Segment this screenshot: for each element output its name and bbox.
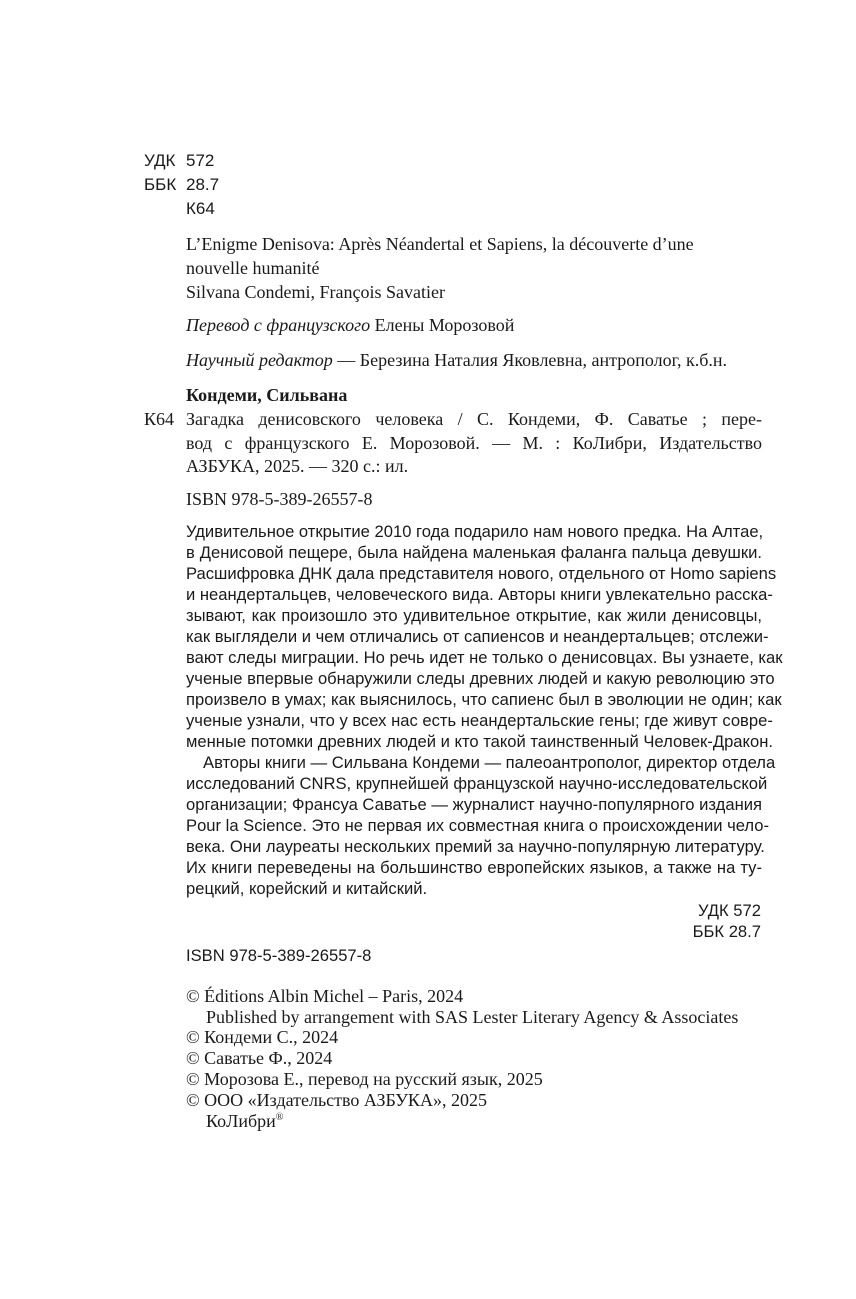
udk-value: 572 <box>186 151 215 170</box>
science-editor-label: Научный редактор <box>186 350 333 370</box>
entry-line: Загадка денисовского человека / С. Кондеми, Ф. Саватье ; пере- <box>186 409 762 429</box>
translation-label: Перевод с французского <box>186 315 371 335</box>
annotation-line: Авторы книги — Сильвана Кондеми — палеоантрополог, директор отдела <box>203 753 776 772</box>
copyright-line: © Éditions Albin Michel – Paris, 2024 <box>186 986 464 1006</box>
annotation-line: ученые впервые обнаружили следы древних людей и какую революцию это <box>186 669 775 688</box>
entry-line: вод с французского Е. Морозовой. — М. : КоЛибри, Издательство <box>186 433 762 453</box>
registered-mark: ® <box>275 1112 284 1123</box>
author-mark: К64 <box>186 199 215 218</box>
annotation-line: Pour la Science. Это не первая их совместная книга о происхождении чело- <box>186 816 770 835</box>
copyright-line: © Саватье Ф., 2024 <box>186 1048 333 1068</box>
annotation-line: как выглядели и чем отличались от сапиенсов и неандертальцев; отслежи- <box>186 627 769 646</box>
copyright-line: © ООО «Издательство АЗБУКА», 2025 <box>186 1090 487 1110</box>
annotation-line: исследований CNRS, крупнейшей французской научно-исследовательской <box>186 774 768 793</box>
udk-label: УДК <box>144 151 176 170</box>
copyright-line: Published by arrangement with SAS Lester Literary Agency & Associates <box>206 1007 739 1027</box>
translator-name: Елены Морозовой <box>370 315 515 335</box>
annotation-line: Удивительное открытие 2010 года подарило нам нового предка. На Алтае, <box>186 522 764 541</box>
annotation-line: и неандертальцев, человеческого вида. Авторы книги увлекательно расска- <box>186 585 773 604</box>
bbk-label: ББК <box>144 175 177 194</box>
original-title-line-1: L’Enigme Denisova: Après Néandertal et Sapiens, la découverte d’une <box>186 234 694 254</box>
entry-mark: К64 <box>144 409 175 429</box>
original-authors: Silvana Condemi, François Savatier <box>186 282 445 302</box>
bottom-udk: УДК 572 <box>698 901 761 920</box>
science-editor-value: — Березина Наталия Яковлевна, антрополог, к.б.н. <box>332 350 728 370</box>
annotation-line: в Денисовой пещере, была найдена маленькая фаланга пальца девушки. <box>186 543 762 562</box>
annotation-line: ученые узнали, что у всех нас есть неандертальские гены; где живут совре- <box>186 711 773 730</box>
science-editor-line <box>186 351 727 369</box>
annotation-line: века. Они лауреаты нескольких премий за научно-популярную литературу. <box>186 837 765 856</box>
publisher-mark <box>206 1112 283 1130</box>
entry-heading: Кондеми, Сильвана <box>186 385 348 405</box>
bbk-value: 28.7 <box>186 175 220 194</box>
isbn-top: ISBN 978-5-389-26557-8 <box>186 489 373 509</box>
annotation-line: вают следы миграции. Но речь идет не только о денисовцах. Вы узнаете, как <box>186 648 783 667</box>
publisher-mark-text: КоЛибри <box>206 1111 276 1131</box>
entry-line: АЗБУКА, 2025. — 320 с.: ил. <box>186 456 409 476</box>
original-title-line-2: nouvelle humanité <box>186 258 320 278</box>
annotation-line: менные потомки древних людей и кто такой таинственный Человек-Дракон. <box>186 732 773 751</box>
annotation-line: организации; Франсуа Саватье — журналист научно-популярного издания <box>186 795 762 814</box>
translation-line <box>186 316 514 334</box>
isbn-bottom: ISBN 978-5-389-26557-8 <box>186 946 372 965</box>
bottom-bbk: ББК 28.7 <box>692 922 761 941</box>
annotation-line: рецкий, корейский и китайский. <box>186 879 428 898</box>
annotation-line: Их книги переведены на большинство европейских языков, а также на ту- <box>186 858 762 877</box>
copyright-line: © Кондеми С., 2024 <box>186 1027 339 1047</box>
copyright-line: © Морозова Е., перевод на русский язык, 2025 <box>186 1069 543 1089</box>
annotation-line: зывают, как произошло это удивительное открытие, как жили денисовцы, <box>186 606 762 625</box>
annotation-line: произвело в умах; как выяснилось, что сапиенс был в эволюции не один; как <box>186 690 782 709</box>
annotation-line: Расшифровка ДНК дала представителя нового, отдельного от Homo sapiens <box>186 564 777 583</box>
